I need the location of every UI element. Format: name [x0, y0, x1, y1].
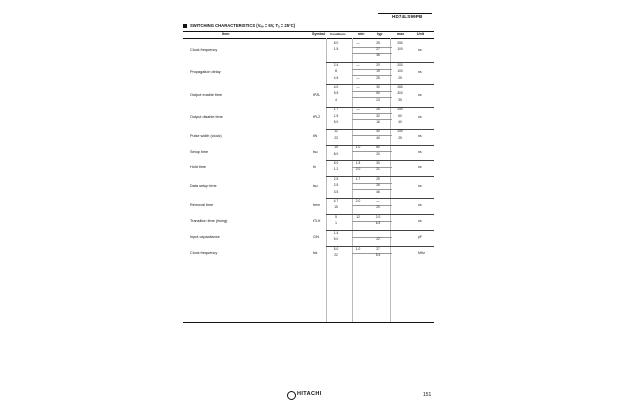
cell-value: 22 — [334, 253, 338, 258]
cell-value: 1.0 — [355, 145, 361, 150]
row-unit: ns — [418, 165, 422, 170]
cell-value: 25 — [376, 41, 380, 45]
cell-value: 100 — [397, 47, 403, 52]
cell-value: 1.5 — [333, 47, 339, 52]
cell-value: 27 — [376, 47, 380, 52]
cell-value: 40 — [376, 129, 380, 134]
cell-value: 2.0 — [355, 167, 361, 172]
cell-value: 23 — [376, 97, 380, 102]
cell-value: 26 — [376, 183, 380, 188]
table-bottom-rule — [183, 322, 434, 323]
page-number: 151 — [423, 392, 432, 398]
cell-value: 2.0 — [375, 215, 381, 220]
cell-value: 21 — [376, 167, 380, 172]
col-header-symbol: Symbol — [312, 32, 325, 36]
cell-value: 1.7 — [355, 177, 361, 182]
col-header-min: min — [358, 32, 365, 36]
cell-value: 19 — [376, 69, 380, 74]
row-parameter: Data setup time — [190, 184, 217, 189]
cell-value: 36 — [376, 53, 380, 58]
cell-value: 260 — [397, 85, 403, 90]
cell-value: 25 — [398, 75, 402, 80]
row-symbol: tsu — [313, 184, 318, 189]
cell-value: 60 — [398, 113, 402, 118]
col-sep-1 — [326, 38, 327, 322]
row-symbol: fck — [313, 251, 318, 256]
cell-value: 4.0 — [333, 85, 339, 90]
cell-value: 6.5 — [375, 221, 381, 226]
cell-value: 1.7 — [333, 107, 339, 112]
row-parameter: Hold time — [190, 165, 207, 170]
cell-value: 1.5 — [333, 113, 339, 118]
cell-value: 12 — [334, 129, 338, 134]
cell-value: 5.0 — [333, 246, 339, 251]
cell-value: 15 — [334, 145, 338, 150]
cell-value: 30 — [376, 85, 380, 90]
cell-value: 8.0 — [333, 151, 339, 156]
document-code: HD74LS99PB — [392, 14, 423, 19]
cell-value: 4 — [335, 97, 337, 102]
hitachi-logo-icon — [287, 391, 296, 400]
cell-value: 25 — [376, 177, 380, 182]
row-unit: ns — [418, 48, 422, 53]
table-header-rule — [183, 38, 434, 39]
row-unit: ns — [418, 184, 422, 189]
cell-value: 100 — [397, 69, 403, 74]
cell-value: 5.0 — [333, 41, 339, 45]
row-symbol: tPZL — [313, 92, 321, 97]
row-unit: ns — [418, 70, 422, 75]
cell-value: — — [356, 75, 360, 80]
row-symbol: tW — [313, 133, 318, 138]
row-symbol: CIN — [313, 235, 319, 240]
cell-value: 16 — [376, 119, 380, 124]
cell-value: 8 — [335, 69, 337, 74]
row-unit: ns — [418, 92, 422, 97]
row-symbol: th — [313, 165, 316, 170]
cell-value: 1.0 — [355, 246, 361, 251]
row-parameter: Removal time — [190, 203, 214, 208]
cell-value: 1.5 — [355, 161, 361, 166]
cell-value: 20 — [376, 63, 380, 68]
col-header-max: max — [397, 32, 405, 36]
cell-value: 250 — [397, 107, 403, 112]
cell-value: 80 — [376, 145, 380, 150]
cell-value: 25 — [376, 107, 380, 112]
row-parameter: Transition time (rising) — [190, 219, 228, 224]
cell-value: 4.7 — [333, 199, 339, 204]
cell-value: 250 — [397, 41, 403, 45]
cell-value: 23 — [334, 135, 338, 140]
row-unit: ns — [418, 203, 422, 208]
cell-value: 2.4 — [333, 63, 339, 68]
cell-value: 15 — [334, 205, 338, 210]
row-parameter: Output enable time — [190, 92, 223, 97]
cell-value: 5.0 — [333, 237, 339, 242]
cell-value: 300 — [397, 91, 403, 96]
col-header-unit: Unit — [417, 32, 424, 36]
row-parameter: Clock frequency — [190, 251, 218, 256]
row-parameter: Clock frequency — [190, 48, 218, 53]
cell-value: 20 — [376, 205, 380, 210]
cell-value: 5.5 — [333, 91, 339, 96]
row-symbol: tPLZ — [313, 114, 321, 119]
row-symbol: tsu — [313, 149, 318, 154]
cell-value: — — [356, 41, 360, 45]
cell-value: 27 — [376, 246, 380, 251]
cell-value: 46 — [376, 189, 380, 194]
row-symbol: tTLH — [313, 219, 321, 224]
title-bullet-icon — [183, 24, 187, 28]
col-sep-3 — [390, 38, 391, 322]
col-header-conditions: Conditions — [330, 32, 346, 36]
col-header-item: Item — [222, 32, 230, 36]
cell-value: 35 — [398, 97, 402, 102]
row-parameter: Output disable time — [190, 114, 223, 119]
row-symbol: trem — [313, 203, 320, 208]
cell-value: 2.0 — [355, 199, 361, 204]
cell-value: 200 — [397, 63, 403, 68]
cell-value: 2.5 — [333, 177, 339, 182]
row-unit: MHz — [418, 251, 425, 256]
cell-value: 32 — [376, 113, 380, 118]
cell-value: 50 — [376, 91, 380, 96]
cell-value: 40 — [398, 119, 402, 124]
row-unit: pF — [418, 235, 422, 240]
cell-value: — — [356, 107, 360, 112]
cell-value: 20 — [376, 151, 380, 156]
cell-value: 5.0 — [333, 119, 339, 124]
cell-value: 1.2 — [333, 167, 339, 172]
cell-value: — — [376, 199, 380, 204]
row-parameter: Propagation delay — [190, 70, 221, 75]
cell-value: 40 — [376, 135, 380, 140]
row-unit: ns — [418, 114, 422, 119]
cell-value: 22 — [376, 237, 380, 242]
cell-value: 25 — [376, 75, 380, 80]
cell-value: 2.5 — [333, 183, 339, 188]
cell-value: 5.0 — [333, 161, 339, 166]
cell-value: 25 — [398, 135, 402, 140]
row-parameter: Setup time — [190, 149, 209, 154]
col-header-typ: typ — [377, 32, 383, 36]
cell-value: 1 — [335, 221, 337, 226]
row-unit: ns — [418, 149, 422, 154]
cell-value: 1.4 — [333, 231, 339, 235]
row-parameter: Pulse width (clock) — [190, 133, 222, 138]
section-title: SWITCHING CHARACTERISTICS (Vₑₑ = 5V, Tₐ = 25°C) — [190, 23, 296, 28]
cell-value: 250 — [397, 129, 403, 134]
cell-value: 5 — [335, 215, 337, 220]
cell-value: 5.5 — [375, 253, 381, 258]
cell-value: — — [356, 63, 360, 68]
row-parameter: Input capacitance — [190, 235, 220, 240]
cell-value: 30 — [376, 161, 380, 166]
cell-value: — — [356, 85, 360, 90]
row-unit: ns — [418, 219, 422, 224]
brand-name: HITACHI — [297, 391, 322, 397]
cell-value: 3.5 — [333, 189, 339, 194]
cell-value: 4.5 — [333, 75, 339, 80]
row-unit: ns — [418, 133, 422, 138]
cell-value: 12 — [356, 215, 360, 220]
